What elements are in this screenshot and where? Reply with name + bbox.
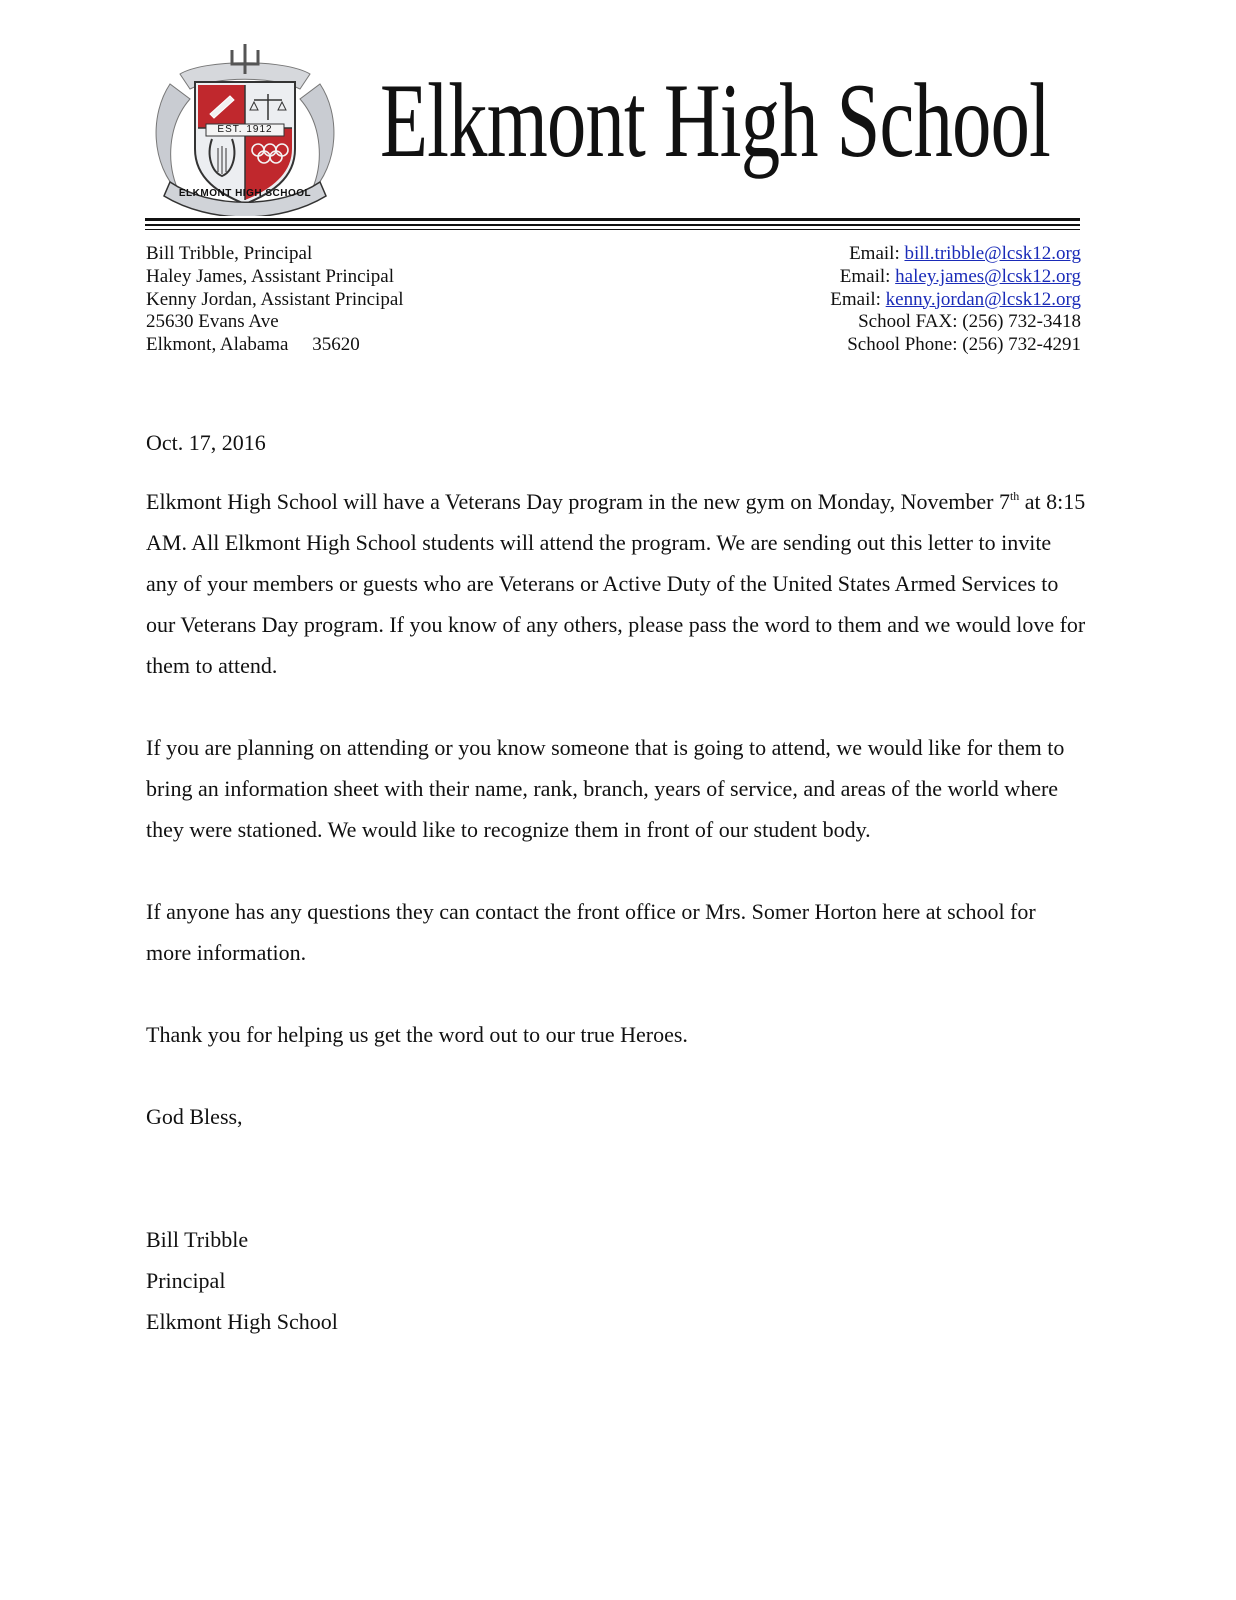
crest-est-text: EST. 1912 <box>217 124 273 135</box>
contact-label: School Phone: <box>847 334 963 356</box>
header-rule-middle <box>145 224 1080 226</box>
school-title: Elkmont High School <box>380 62 1051 179</box>
signature-block <box>146 1219 1086 1342</box>
staff-line: Haley James, Assistant Principal <box>146 265 395 287</box>
signer-organization: Elkmont High School <box>146 1309 338 1334</box>
phone-number: (256) 732-4291 <box>962 334 1081 356</box>
contact-line <box>830 266 1081 289</box>
contact-line <box>830 289 1081 312</box>
paragraph-text: at 8:15 AM. All Elkmont High School students will attend the program. We are sending out this letter to invite any of your members or guests who are Veterans or Active Duty of the United States Armed Services to our Veterans Day program. If you know of any others, please pass the word to them and we would love for them to attend. <box>146 489 1086 678</box>
letter-date: Oct. 17, 2016 <box>146 430 266 455</box>
paragraph-information-sheet: If you are planning on attending or you know someone that is going to attend, we would like for them to bring an information sheet with their name, rank, branch, years of service, and areas of the world where they were stationed. We would like to recognize them in front of our student body. <box>146 735 1065 842</box>
letter-body <box>146 426 1086 1342</box>
contact-label: Email: <box>830 288 886 310</box>
email-link-principal[interactable]: bill.tribble@lcsk12.org <box>904 243 1081 264</box>
staff-line: Kenny Jordan, Assistant Principal <box>146 288 404 310</box>
staff-line: Bill Tribble, Principal <box>146 243 313 264</box>
crest-ribbon-text: ELKMONT HIGH SCHOOL <box>178 188 312 199</box>
address-street: 25630 Evans Ave <box>146 311 279 333</box>
contact-line <box>830 311 1081 334</box>
header-rule-thin <box>145 229 1080 230</box>
closing: God Bless, <box>146 1104 243 1129</box>
contact-label: Email: <box>849 243 905 264</box>
email-link-assistant-principal-jordan[interactable]: kenny.jordan@lcsk12.org <box>885 288 1081 310</box>
address-city-zip: Elkmont, Alabama 35620 <box>146 334 360 356</box>
paragraph-questions: If anyone has any questions they can contact the front office or Mrs. Somer Horton here at school for more information. <box>146 899 1036 965</box>
contact-line <box>830 334 1081 357</box>
contact-label: School FAX: <box>858 311 963 333</box>
staff-address-block <box>146 243 404 357</box>
paragraph-thanks: Thank you for helping us get the word out to our true Heroes. <box>146 1022 688 1047</box>
paragraph-text: Elkmont High School will have a Veterans Day program in the new gym on Monday, November 7 <box>146 489 1010 514</box>
signer-name: Bill Tribble <box>146 1227 249 1252</box>
contact-line <box>830 243 1081 266</box>
fax-number: (256) 732-3418 <box>962 311 1081 333</box>
signer-title: Principal <box>146 1268 226 1293</box>
email-link-assistant-principal-james[interactable]: haley.james@lcsk12.org <box>895 265 1081 287</box>
contact-block <box>830 243 1081 357</box>
ordinal-suffix: th <box>1009 489 1020 503</box>
contact-label: Email: <box>839 265 896 287</box>
header-rule-thick <box>145 218 1080 221</box>
paragraph-program-invite <box>146 481 1086 686</box>
